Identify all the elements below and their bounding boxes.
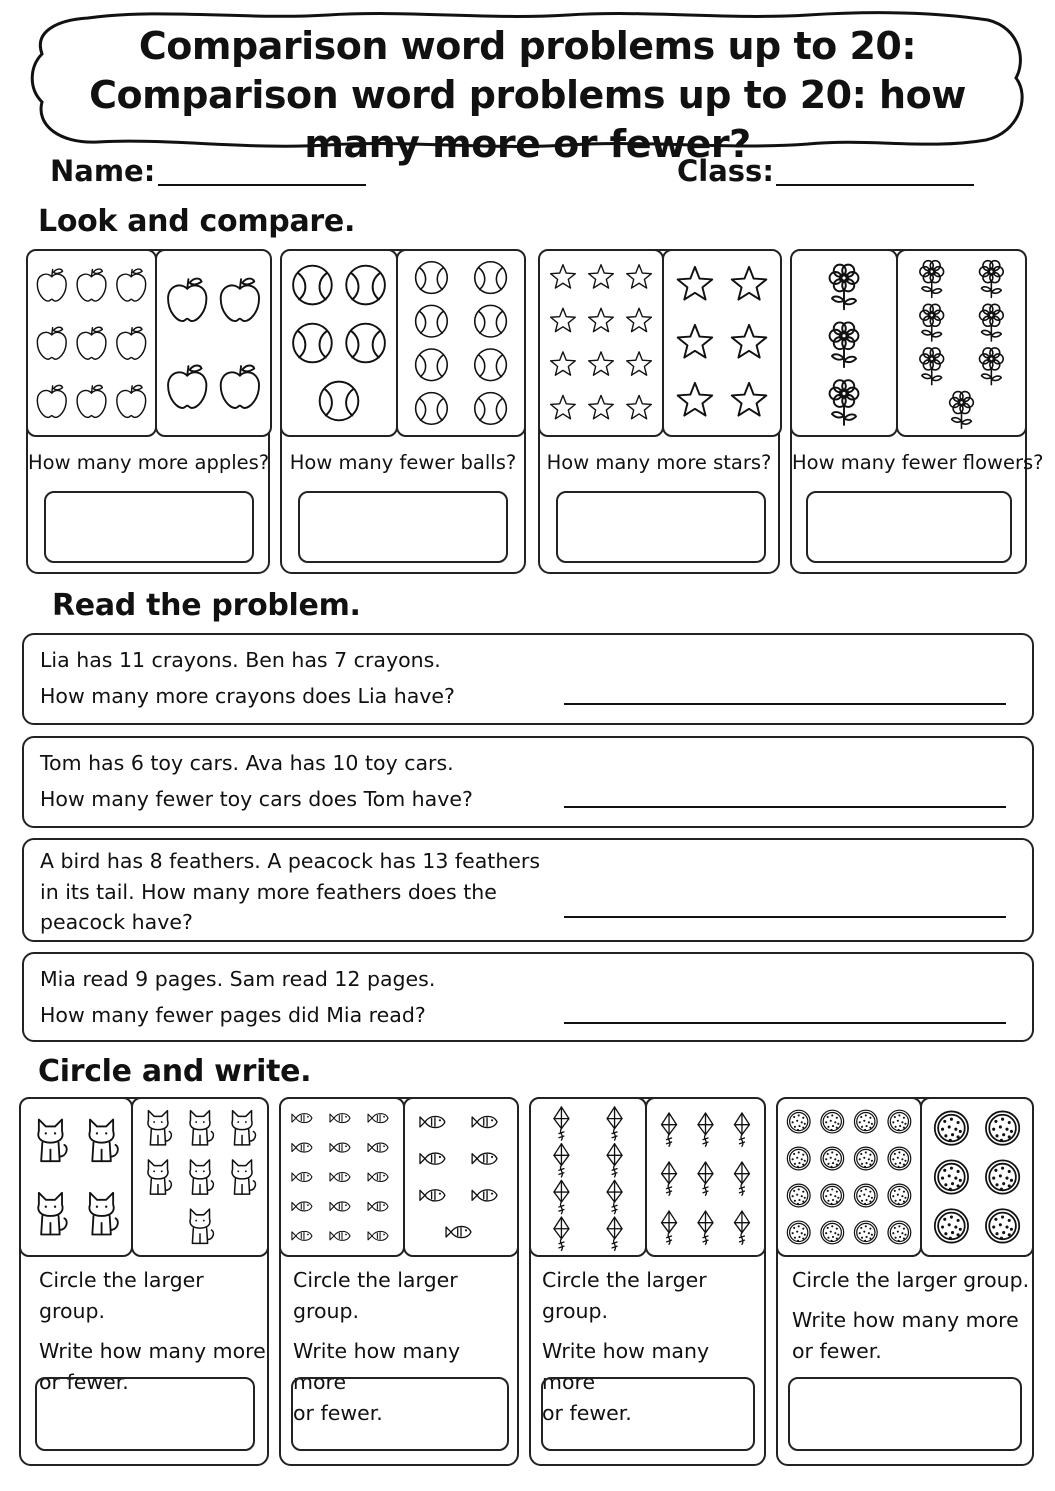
kite-icon: [531, 1099, 645, 1255]
circle-card-cats: [19, 1097, 269, 1466]
ball-item: [416, 305, 448, 337]
compare-card-apples: [26, 249, 270, 574]
star-item: [732, 267, 767, 300]
problem-3-line-1: A bird has 8 feathers. A peacock has 13 feathers: [40, 849, 541, 873]
kite-item: [662, 1211, 677, 1244]
cat-item: [232, 1111, 255, 1145]
class-line[interactable]: [776, 158, 974, 186]
apple-item: [168, 279, 206, 322]
kite-item: [607, 1144, 622, 1177]
cookie-item: [787, 1110, 810, 1133]
star-group-right: [662, 249, 782, 437]
flower-item: [830, 265, 859, 310]
word-problem-2: [22, 736, 1034, 828]
flower-group-right: [896, 249, 1027, 437]
cookie-icon: [778, 1099, 920, 1255]
kite-item: [554, 1144, 569, 1177]
flower-item: [979, 304, 1003, 341]
kite-item: [554, 1107, 569, 1140]
fish-item: [330, 1202, 350, 1211]
kite-item: [607, 1217, 622, 1250]
answer-box-apples[interactable]: [44, 491, 254, 563]
fish-item: [330, 1143, 350, 1152]
fish-item: [420, 1153, 445, 1164]
class-label: Class:: [677, 154, 774, 188]
cookie-item: [854, 1110, 877, 1133]
answer-line-1[interactable]: [564, 703, 1006, 705]
answer-box-balls[interactable]: [298, 491, 508, 563]
cat-group-left[interactable]: [19, 1097, 133, 1257]
ball-item: [475, 262, 507, 294]
apple-item: [77, 269, 106, 301]
star-item: [589, 308, 614, 331]
star-item: [627, 265, 652, 288]
star-item: [732, 325, 767, 358]
ball-item: [475, 393, 507, 425]
cookie-item: [787, 1147, 810, 1170]
fish-item: [330, 1231, 350, 1240]
cookie-item: [986, 1111, 1019, 1144]
star-item: [551, 395, 576, 418]
problem-3-text: [40, 846, 540, 938]
apple-item: [221, 279, 259, 322]
answer-box-flowers[interactable]: [806, 491, 1012, 563]
star-item: [627, 308, 652, 331]
answer-box-stars[interactable]: [556, 491, 766, 563]
cookie-item: [888, 1221, 911, 1244]
fish-item: [368, 1114, 388, 1123]
kite-icon: [647, 1099, 764, 1255]
kite-item: [734, 1113, 749, 1146]
kite-item: [554, 1217, 569, 1250]
star-item: [551, 265, 576, 288]
ball-item: [416, 262, 448, 294]
problem-3-line-2: in its tail. How many more feathers does the: [40, 879, 497, 904]
question-flowers: How many fewer flowers?: [792, 451, 1044, 474]
fish-group-right[interactable]: [403, 1097, 519, 1257]
section-heading-circle-and-write: Circle and write.: [38, 1054, 312, 1089]
cookie-item: [821, 1147, 844, 1170]
kite-item: [662, 1113, 677, 1146]
apple-item: [168, 366, 206, 409]
kite-item: [698, 1113, 713, 1146]
cat-item: [148, 1160, 171, 1194]
cookie-item: [787, 1221, 810, 1244]
cat-item: [190, 1160, 213, 1194]
kite-item: [698, 1162, 713, 1195]
answer-box-cats[interactable]: [35, 1377, 255, 1451]
star-item: [589, 265, 614, 288]
ball-item: [475, 349, 507, 381]
ball-item: [346, 266, 385, 305]
ball-item: [293, 266, 332, 305]
cookie-item: [986, 1160, 1019, 1193]
cat-icon: [21, 1099, 131, 1255]
instruction-write: Write how many more: [39, 1339, 266, 1363]
apple-group-left: [26, 249, 157, 437]
fish-item: [472, 1153, 497, 1164]
flower-item: [830, 322, 859, 367]
answer-line-3[interactable]: [564, 916, 1006, 918]
problem-3-line-3: peacock have?: [40, 910, 193, 934]
compare-card-balls: [280, 249, 526, 574]
cat-item: [148, 1111, 171, 1145]
ball-item: [475, 305, 507, 337]
circle-card-cookies: [776, 1097, 1034, 1466]
cookie-icon: [922, 1099, 1032, 1255]
apple-item: [37, 269, 66, 301]
fish-item: [368, 1231, 388, 1240]
circle-card-fish: [279, 1097, 519, 1466]
cat-item: [38, 1119, 66, 1161]
cookie-item: [821, 1221, 844, 1244]
star-icon: [664, 251, 780, 435]
apple-item: [77, 385, 106, 417]
fish-item: [292, 1172, 312, 1181]
cookie-item: [888, 1184, 911, 1207]
fish-item: [368, 1202, 388, 1211]
ball-item: [320, 382, 359, 421]
compare-card-flowers: [790, 249, 1044, 574]
cookie-item: [821, 1184, 844, 1207]
star-item: [678, 325, 713, 358]
question-stars: How many more stars?: [546, 451, 772, 474]
problem-2-line-2: How many fewer toy cars does Tom have?: [40, 787, 473, 811]
question-apples: How many more apples?: [28, 451, 270, 474]
star-item: [627, 395, 652, 418]
instruction-write: Write how many more: [792, 1308, 1019, 1332]
instruction-write: Write how many more: [542, 1339, 710, 1394]
fish-item: [420, 1190, 445, 1201]
cookie-item: [787, 1184, 810, 1207]
fish-item: [472, 1116, 497, 1127]
cookie-group-left[interactable]: [776, 1097, 922, 1257]
kite-group-left[interactable]: [529, 1097, 647, 1257]
ball-icon: [398, 251, 524, 435]
apple-item: [117, 269, 146, 301]
apple-group-right: [155, 249, 272, 437]
problem-4-text: [40, 964, 435, 1031]
section-heading-read-the-problem: Read the problem.: [52, 588, 361, 623]
cookie-item: [935, 1111, 968, 1144]
fish-item: [368, 1143, 388, 1152]
star-item: [627, 352, 652, 375]
kite-item: [734, 1162, 749, 1195]
apple-item: [221, 366, 259, 409]
cookie-item: [986, 1209, 1019, 1242]
fish-item: [446, 1226, 471, 1237]
cat-item: [38, 1193, 66, 1235]
flower-icon: [792, 251, 896, 435]
kite-item: [607, 1180, 622, 1213]
cookie-item: [888, 1147, 911, 1170]
answer-box-cookies[interactable]: [788, 1377, 1022, 1451]
answer-box-kites[interactable]: [541, 1377, 755, 1451]
apple-item: [37, 385, 66, 417]
instruction-write: Write how many more: [293, 1339, 461, 1394]
kite-item: [698, 1211, 713, 1244]
ball-item: [293, 324, 332, 363]
apple-item: [117, 385, 146, 417]
flower-item: [979, 348, 1003, 385]
cat-icon: [133, 1099, 267, 1255]
fish-icon: [281, 1099, 403, 1255]
cat-item: [190, 1209, 213, 1243]
cat-item: [89, 1119, 117, 1161]
instruction-more-fewer: or fewer.: [792, 1339, 882, 1363]
fish-icon: [405, 1099, 517, 1255]
instruction-circle: Circle the larger group.: [293, 1268, 458, 1323]
fish-item: [292, 1231, 312, 1240]
problem-1-line-2: How many more crayons does Lia have?: [40, 684, 455, 708]
fish-item: [368, 1172, 388, 1181]
fish-group-left[interactable]: [279, 1097, 405, 1257]
kite-item: [734, 1211, 749, 1244]
cookies-instructions: [792, 1265, 1029, 1367]
star-icon: [540, 251, 662, 435]
kite-group-right[interactable]: [645, 1097, 766, 1257]
flower-item: [920, 304, 944, 341]
cookie-item: [854, 1221, 877, 1244]
apple-item: [77, 327, 106, 359]
cat-group-right[interactable]: [131, 1097, 269, 1257]
flower-group-left: [790, 249, 898, 437]
flower-item: [950, 392, 974, 429]
fish-item: [292, 1114, 312, 1123]
cookie-item: [935, 1209, 968, 1242]
apple-item: [37, 327, 66, 359]
flower-icon: [898, 251, 1025, 435]
cookie-item: [854, 1147, 877, 1170]
instruction-circle: Circle the larger group.: [39, 1268, 204, 1323]
flower-item: [830, 380, 859, 425]
star-item: [551, 308, 576, 331]
kite-item: [607, 1107, 622, 1140]
ball-item: [416, 393, 448, 425]
cat-item: [232, 1160, 255, 1194]
instruction-more-fewer: or fewer.: [39, 1370, 129, 1394]
kite-item: [554, 1180, 569, 1213]
circle-card-kites: [529, 1097, 766, 1466]
name-line[interactable]: [158, 158, 366, 186]
fish-item: [330, 1172, 350, 1181]
kite-item: [662, 1162, 677, 1195]
answer-line-2[interactable]: [564, 806, 1006, 808]
fish-item: [420, 1116, 445, 1127]
word-problem-4: [22, 952, 1034, 1042]
problem-2-text: [40, 748, 473, 815]
star-item: [732, 383, 767, 416]
problem-2-line-1: Tom has 6 toy cars. Ava has 10 toy cars.: [40, 751, 454, 775]
fish-item: [292, 1202, 312, 1211]
instruction-circle: Circle the larger group.: [792, 1268, 1030, 1292]
apple-item: [117, 327, 146, 359]
compare-card-stars: [538, 249, 780, 574]
problem-4-line-1: Mia read 9 pages. Sam read 12 pages.: [40, 967, 436, 991]
answer-line-4[interactable]: [564, 1022, 1006, 1024]
fish-item: [472, 1190, 497, 1201]
star-group-left: [538, 249, 664, 437]
word-problem-3: [22, 838, 1034, 942]
ball-group-right: [396, 249, 526, 437]
worksheet-title: Comparison word problems up to 20: Comparison word problems up to 20: how many more or fewer?: [89, 24, 966, 166]
flower-item: [979, 261, 1003, 298]
apple-icon: [157, 251, 270, 435]
star-item: [551, 352, 576, 375]
star-item: [589, 395, 614, 418]
ball-item: [346, 324, 385, 363]
star-item: [678, 383, 713, 416]
problem-4-line-2: How many fewer pages did Mia read?: [40, 1003, 426, 1027]
fish-item: [292, 1143, 312, 1152]
word-problem-1: [22, 633, 1034, 725]
section-heading-look-and-compare: Look and compare.: [38, 204, 356, 239]
ball-item: [416, 349, 448, 381]
problem-1-line-1: Lia has 11 crayons. Ben has 7 crayons.: [40, 648, 441, 672]
star-item: [678, 267, 713, 300]
instruction-circle: Circle the larger group.: [542, 1268, 707, 1323]
star-item: [589, 352, 614, 375]
cookie-item: [888, 1110, 911, 1133]
cookie-group-right[interactable]: [920, 1097, 1034, 1257]
cat-item: [190, 1111, 213, 1145]
cookie-item: [935, 1160, 968, 1193]
instruction-more-fewer: or fewer.: [293, 1401, 383, 1425]
ball-icon: [282, 251, 396, 435]
cat-item: [89, 1193, 117, 1235]
cookie-item: [821, 1110, 844, 1133]
fish-item: [330, 1114, 350, 1123]
apple-icon: [28, 251, 155, 435]
name-label: Name:: [50, 154, 156, 188]
ball-group-left: [280, 249, 398, 437]
question-balls: How many fewer balls?: [289, 451, 517, 474]
answer-box-fish[interactable]: [291, 1377, 509, 1451]
instruction-more-fewer: or fewer.: [542, 1401, 632, 1425]
flower-item: [920, 261, 944, 298]
flower-item: [920, 348, 944, 385]
cookie-item: [854, 1184, 877, 1207]
problem-1-text: [40, 645, 455, 712]
